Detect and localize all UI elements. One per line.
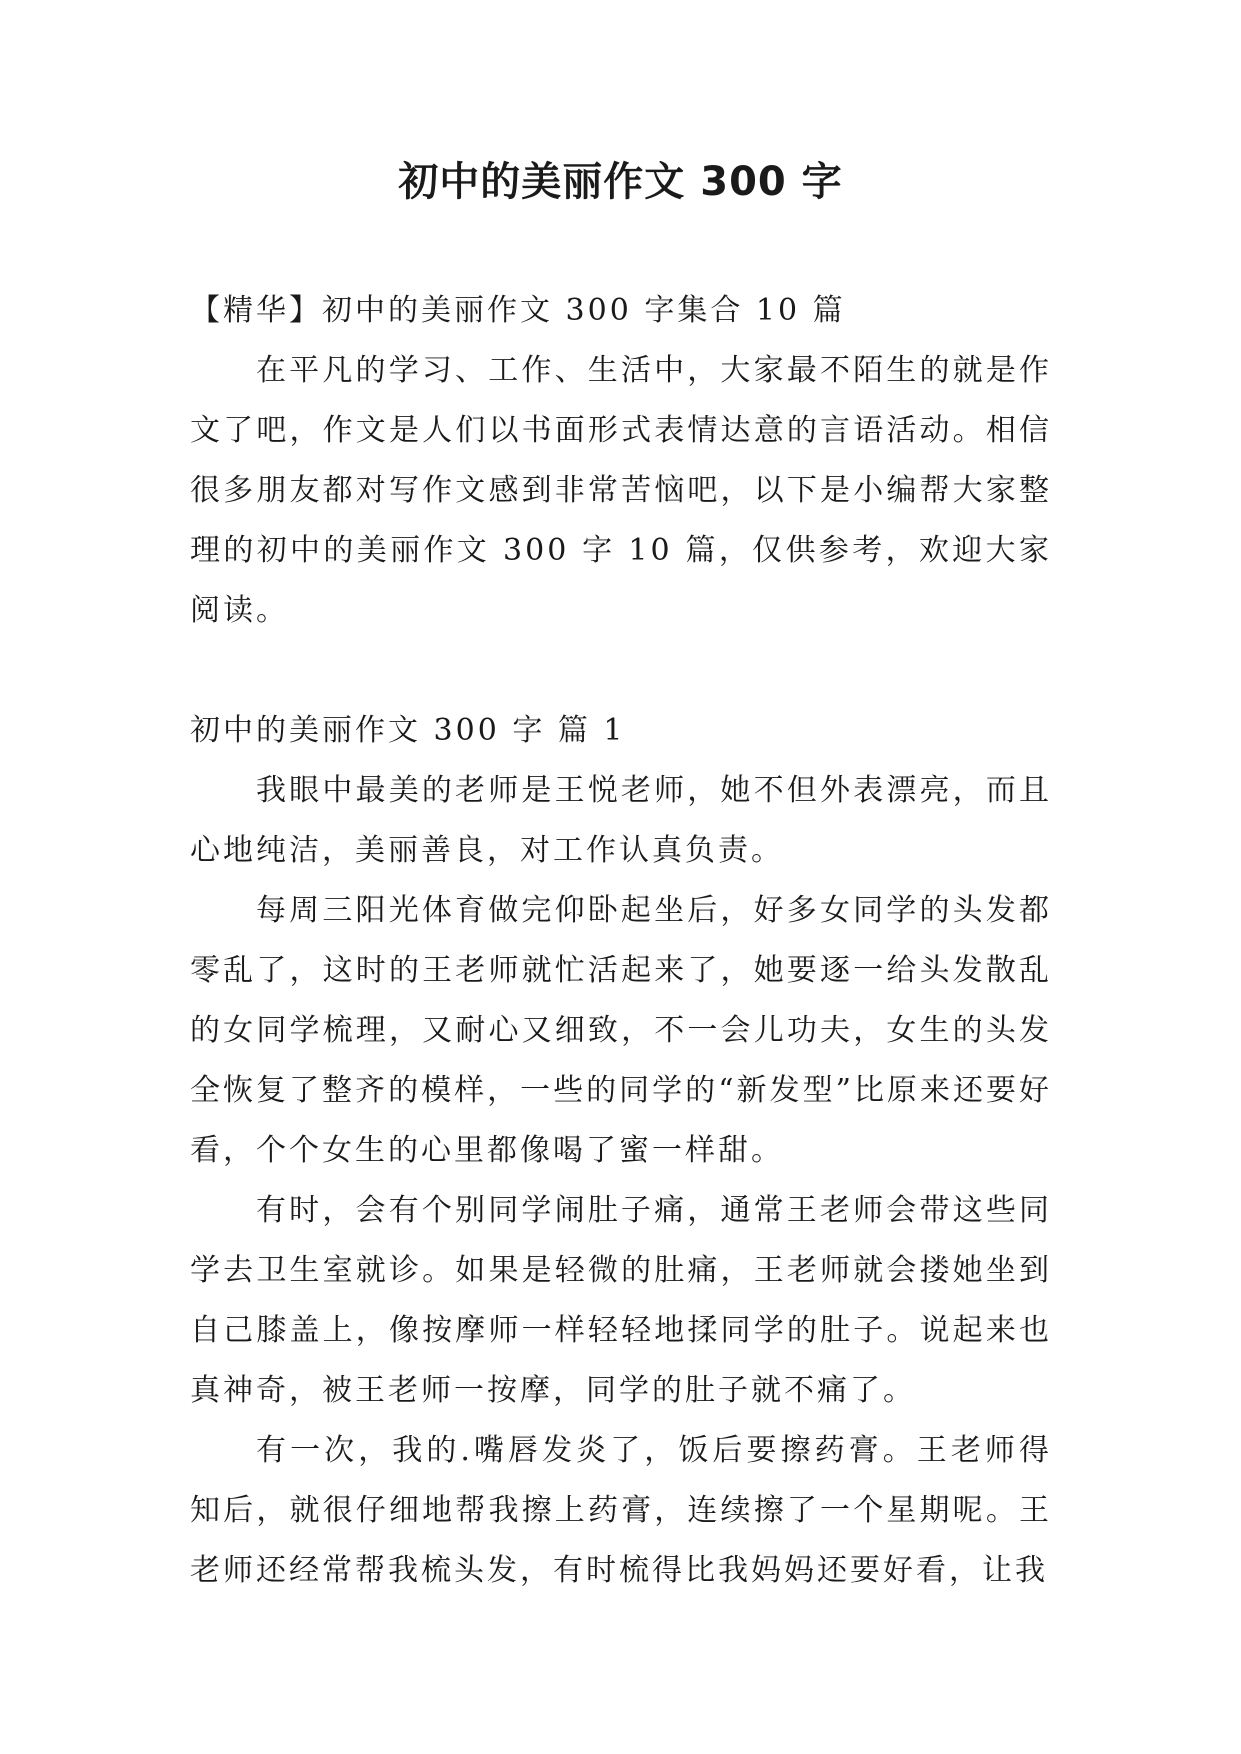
intro-paragraph: 在平凡的学习、工作、生活中，大家最不陌生的就是作文了吧，作文是人们以书面形式表情达意的言语活动。相信很多朋友都对写作文感到非常苦恼吧，以下是小编帮大家整理的初中的美丽作文 300 字 10 篇，仅供参考，欢迎大家阅读。	[190, 353, 1052, 628]
section-spacer	[190, 641, 1052, 701]
body-paragraph: 我眼中最美的老师是王悦老师，她不但外表漂亮，而且心地纯洁，美丽善良，对工作认真负责。	[190, 773, 1052, 868]
body-paragraph: 每周三阳光体育做完仰卧起坐后，好多女同学的头发都零乱了，这时的王老师就忙活起来了，她要逐一给头发散乱的女同学梳理，又耐心又细致，不一会儿功夫，女生的头发全恢复了整齐的模样，一些的同学的“新发型”比原来还要好看，个个女生的心里都像喝了蜜一样甜。	[190, 893, 1052, 1168]
body-paragraph: 有一次，我的.嘴唇发炎了，饭后要擦药膏。王老师得知后，就很仔细地帮我擦上药膏，连续擦了一个星期呢。王老师还经常帮我梳头发，有时梳得比我妈妈还要好看，让我	[190, 1433, 1052, 1588]
document-body	[190, 281, 1052, 1601]
body-paragraph: 有时，会有个别同学闹肚子痛，通常王老师会带这些同学去卫生室就诊。如果是轻微的肚痛，王老师就会搂她坐到自己膝盖上，像按摩师一样轻轻地揉同学的肚子。说起来也真神奇，被王老师一按摩，同学的肚子就不痛了。	[190, 1193, 1052, 1408]
page-title: 初中的美丽作文 300 字	[398, 159, 843, 205]
subtitle: 【精华】初中的美丽作文 300 字集合 10 篇	[190, 293, 846, 328]
section-heading: 初中的美丽作文 300 字 篇 1	[190, 713, 626, 748]
